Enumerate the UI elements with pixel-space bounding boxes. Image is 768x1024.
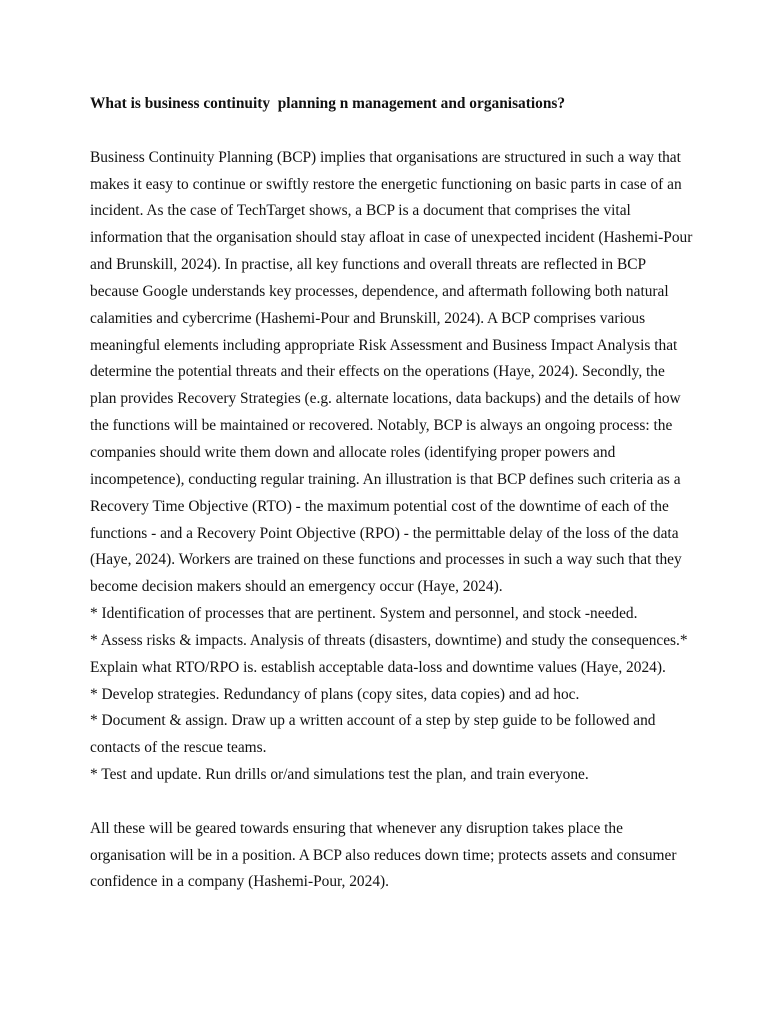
paragraph-conclusion: All these will be geared towards ensuring that whenever any disruption takes place the organisation will be in a position. A BCP also reduces down time; protects assets and consumer confidence in a company (Hashemi-Pour, 2024). [90, 819, 677, 891]
document-page [90, 91, 695, 896]
document-title: What is business continuity planning n management and organisations? [90, 95, 566, 112]
bullet-item-identify: * Identification of processes that are pertinent. System and personnel, and stock -needed. [90, 605, 638, 623]
paragraph-intro: Business Continuity Planning (BCP) implies that organisations are structured in such a way that makes it easy to continue or swiftly restore the energetic functioning on basic parts in case of an incident. As the case of TechTarget shows, a BCP is a document that comprises the vital information that the organisation should stay afloat in case of unexpected incident (Hashemi-Pour and Brunskill, 2024). In practise, all key functions and overall threats are reflected in BCP because Google understands key processes, dependence, and aftermath following both natural calamities and cybercrime (Hashemi-Pour and Brunskill, 2024). A BCP comprises various meaningful elements including appropriate Risk Assessment and Business Impact Analysis that determine the potential threats and their effects on the operations (Haye, 2024). Secondly, the plan provides Recovery Strategies (e.g. alternate locations, data backups) and the details of how the functions will be maintained or recovered. Notably, BCP is always an ongoing process: the companies should write them down and allocate roles (identifying proper powers and incompetence), conducting regular training. An illustration is that BCP defines such criteria as a Recovery Time Objective (RTO) - the maximum potential cost of the downtime of each of the functions - and a Recovery Point Objective (RPO) - the permittable delay of the loss of the data (Haye, 2024). Workers are trained on these functions and processes in such a way such that they become decision makers should an emergency occur (Haye, 2024). [90, 148, 693, 596]
paragraph-spacer [90, 789, 695, 816]
bullet-item-assess: * Assess risks & impacts. Analysis of threats (disasters, downtime) and study the consequences.* Explain what RTO/RPO is. establish acceptable data-loss and downtime values (Haye, 2024). [90, 631, 688, 676]
bullet-item-document: * Document & assign. Draw up a written account of a step by step guide to be followed and contacts of the rescue teams. [90, 712, 656, 757]
bullet-item-develop: * Develop strategies. Redundancy of plans (copy sites, data copies) and ad hoc. [90, 685, 580, 703]
bullet-item-test: * Test and update. Run drills or/and simulations test the plan, and train everyone. [90, 766, 589, 784]
